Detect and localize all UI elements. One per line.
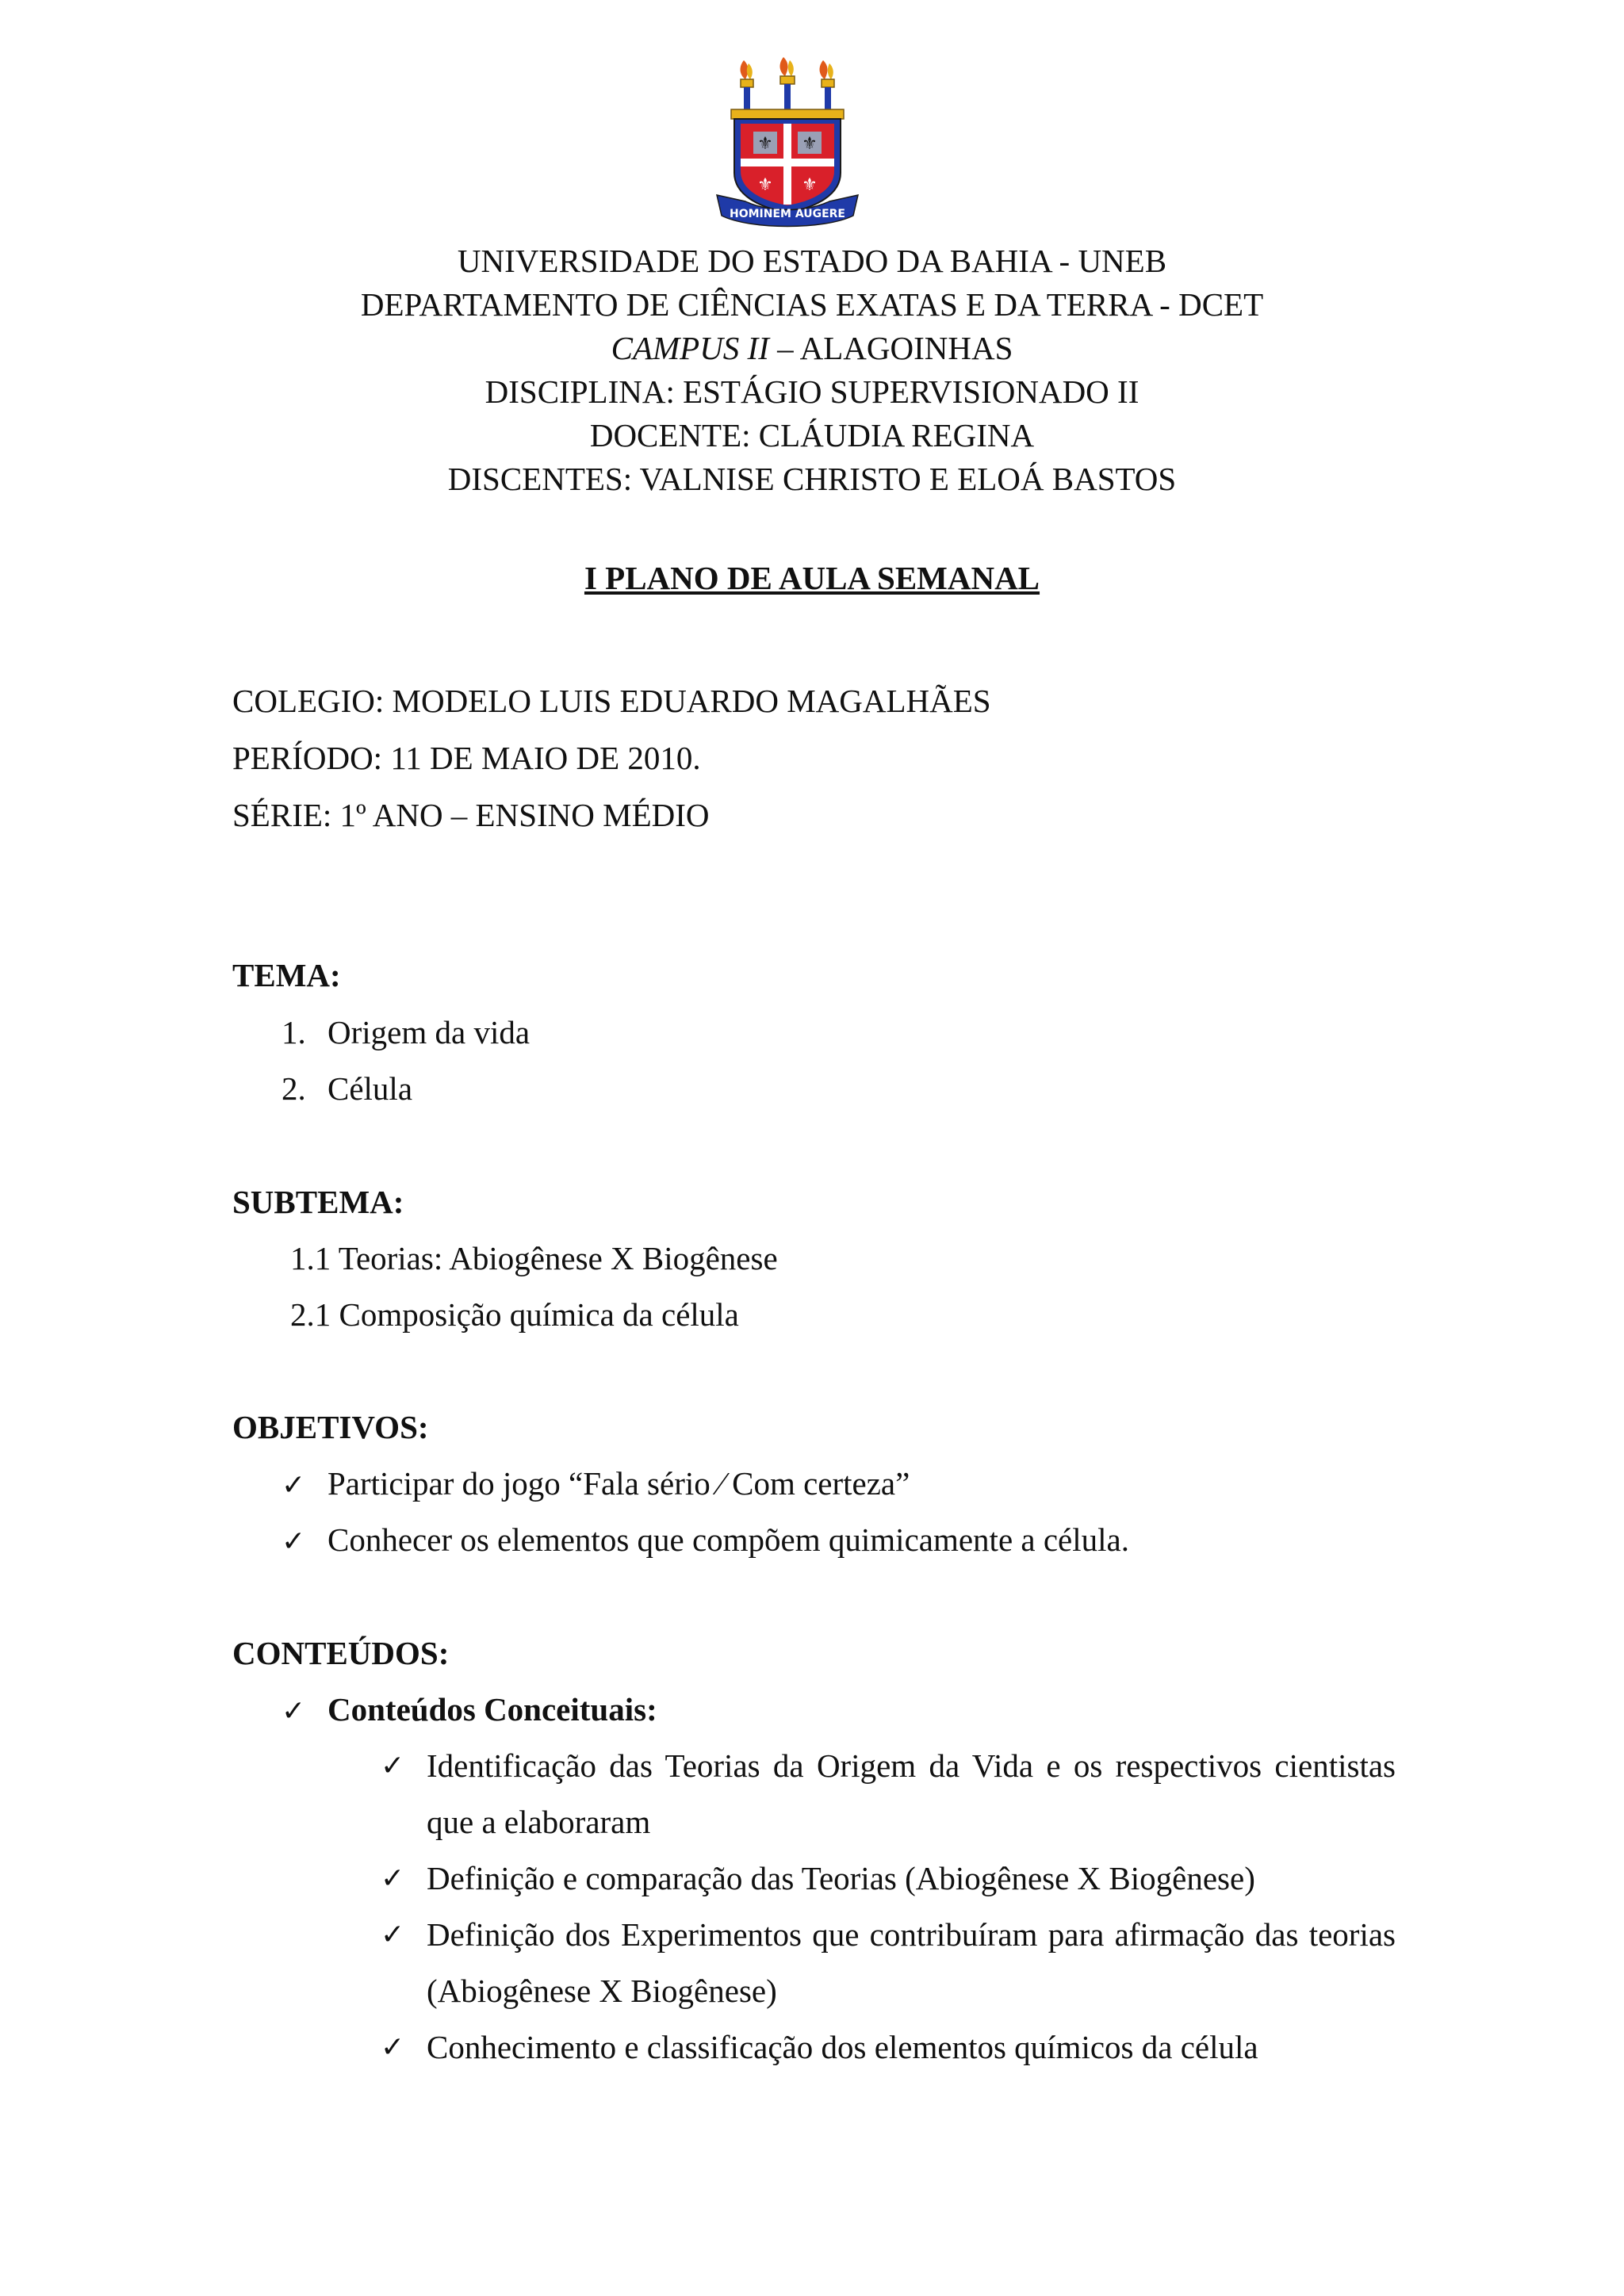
torch-left-icon — [741, 60, 753, 111]
torch-center-icon — [780, 57, 795, 111]
department-name: DEPARTAMENTO DE CIÊNCIAS EXATAS E DA TERRA - DCET — [360, 286, 1264, 323]
check-icon: ✓ — [381, 1862, 405, 1895]
conteudos-list — [381, 1738, 1396, 2076]
plan-title: I PLANO DE AULA SEMANAL — [584, 560, 1040, 596]
subtema-heading: SUBTEMA: — [232, 1184, 404, 1220]
check-icon: ✓ — [282, 1525, 306, 1558]
objetivos-heading: OBJETIVOS: — [232, 1409, 429, 1445]
university-name: UNIVERSIDADE DO ESTADO DA BAHIA - UNEB — [457, 243, 1167, 279]
objetivo-item: ✓ Conhecer os elementos que compõem quimicamente a célula. — [282, 1521, 1129, 1561]
check-icon: ✓ — [381, 1750, 405, 1782]
campus-line: CAMPUS II – ALAGOINHAS — [611, 330, 1013, 366]
check-icon: ✓ — [282, 1695, 306, 1728]
conteudos-heading: CONTEÚDOS: — [232, 1635, 450, 1671]
conteudo-item: ✓ Conhecimento e classificação dos elementos químicos da célula — [381, 2019, 1396, 2076]
students-line: DISCENTES: VALNISE CHRISTO E ELOÁ BASTOS — [447, 461, 1177, 497]
uneb-logo — [714, 54, 861, 232]
conteudo-item: ✓ Definição e comparação das Teorias (Abiogênese X Biogênese) — [381, 1850, 1396, 1907]
svg-text:HOMINEM AUGERE: HOMINEM AUGERE — [729, 208, 846, 220]
check-icon: ✓ — [282, 1469, 306, 1502]
objetivo-item: ✓ Participar do jogo “Fala sério ⁄ Com certeza” — [282, 1464, 910, 1505]
conteudo-item: ✓ Definição dos Experimentos que contribuíram para afirmação das teorias (Abiogênese X Biogênese) — [381, 1907, 1396, 2019]
tema-heading: TEMA: — [232, 957, 341, 993]
svg-text:⚜: ⚜ — [757, 174, 773, 194]
shield-icon — [734, 119, 841, 212]
school-line: COLEGIO: MODELO LUIS EDUARDO MAGALHÃES — [232, 683, 991, 719]
conteudo-item: ✓ Identificação das Teorias da Origem da Vida e os respectivos cientistas que a elaboraram — [381, 1738, 1396, 1850]
institution-header — [0, 239, 1624, 501]
teacher-line: DOCENTE: CLÁUDIA REGINA — [589, 417, 1035, 453]
svg-text:⚜: ⚜ — [802, 133, 818, 153]
discipline-line: DISCIPLINA: ESTÁGIO SUPERVISIONADO II — [485, 373, 1139, 410]
svg-text:⚜: ⚜ — [802, 174, 818, 194]
check-icon: ✓ — [381, 1919, 405, 1951]
subtema-item: 2.1 Composição química da célula — [290, 1296, 739, 1333]
school-info — [232, 672, 991, 844]
svg-text:⚜: ⚜ — [757, 133, 773, 153]
conteudos-subheading: ✓ Conteúdos Conceituais: — [282, 1690, 657, 1731]
subtema-item: 1.1 Teorias: Abiogênese X Biogênese — [290, 1240, 778, 1276]
torch-right-icon — [820, 60, 834, 111]
tema-item: 1. Origem da vida — [282, 1014, 530, 1050]
grade-line: SÉRIE: 1º ANO – ENSINO MÉDIO — [232, 797, 710, 833]
check-icon: ✓ — [381, 2031, 405, 2064]
period-line: PERÍODO: 11 DE MAIO DE 2010. — [232, 740, 701, 776]
tema-item: 2. Célula — [282, 1070, 413, 1107]
